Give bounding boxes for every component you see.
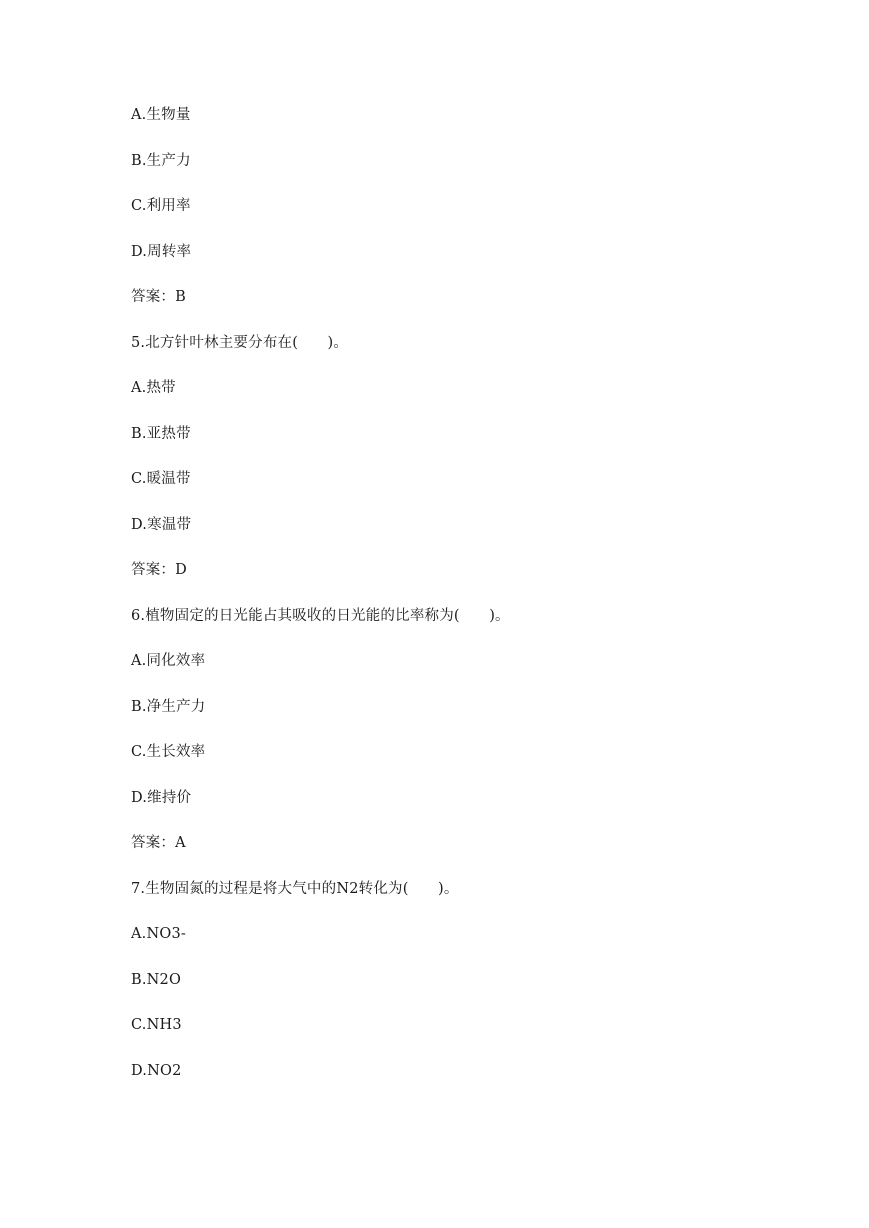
option-line: B.N2O — [131, 972, 182, 988]
question-line: 5.北方针叶林主要分布在( )。 — [131, 335, 349, 351]
option-line: D.NO2 — [131, 1063, 182, 1079]
option-line: C.暖温带 — [131, 471, 191, 487]
answer-line: 答案：D — [131, 562, 187, 578]
option-line: A.生物量 — [131, 107, 191, 123]
question-line: 7.生物固氮的过程是将大气中的N2转化为( )。 — [131, 881, 459, 897]
option-line: D.维持价 — [131, 790, 192, 806]
question-line: 6.植物固定的日光能占其吸收的日光能的比率称为( )。 — [131, 608, 510, 624]
answer-line: 答案：A — [131, 835, 186, 851]
option-line: A.同化效率 — [131, 653, 206, 669]
option-line: B.净生产力 — [131, 699, 206, 715]
answer-line: 答案：B — [131, 289, 186, 305]
option-line: A.热带 — [131, 380, 176, 396]
option-line: C.生长效率 — [131, 744, 206, 760]
option-line: A.NO3- — [131, 926, 186, 942]
option-line: C.利用率 — [131, 198, 191, 214]
option-line: B.亚热带 — [131, 426, 191, 442]
option-line: C.NH3 — [131, 1017, 182, 1033]
option-line: D.寒温带 — [131, 517, 192, 533]
option-line: B.生产力 — [131, 153, 191, 169]
option-line: D.周转率 — [131, 244, 192, 260]
